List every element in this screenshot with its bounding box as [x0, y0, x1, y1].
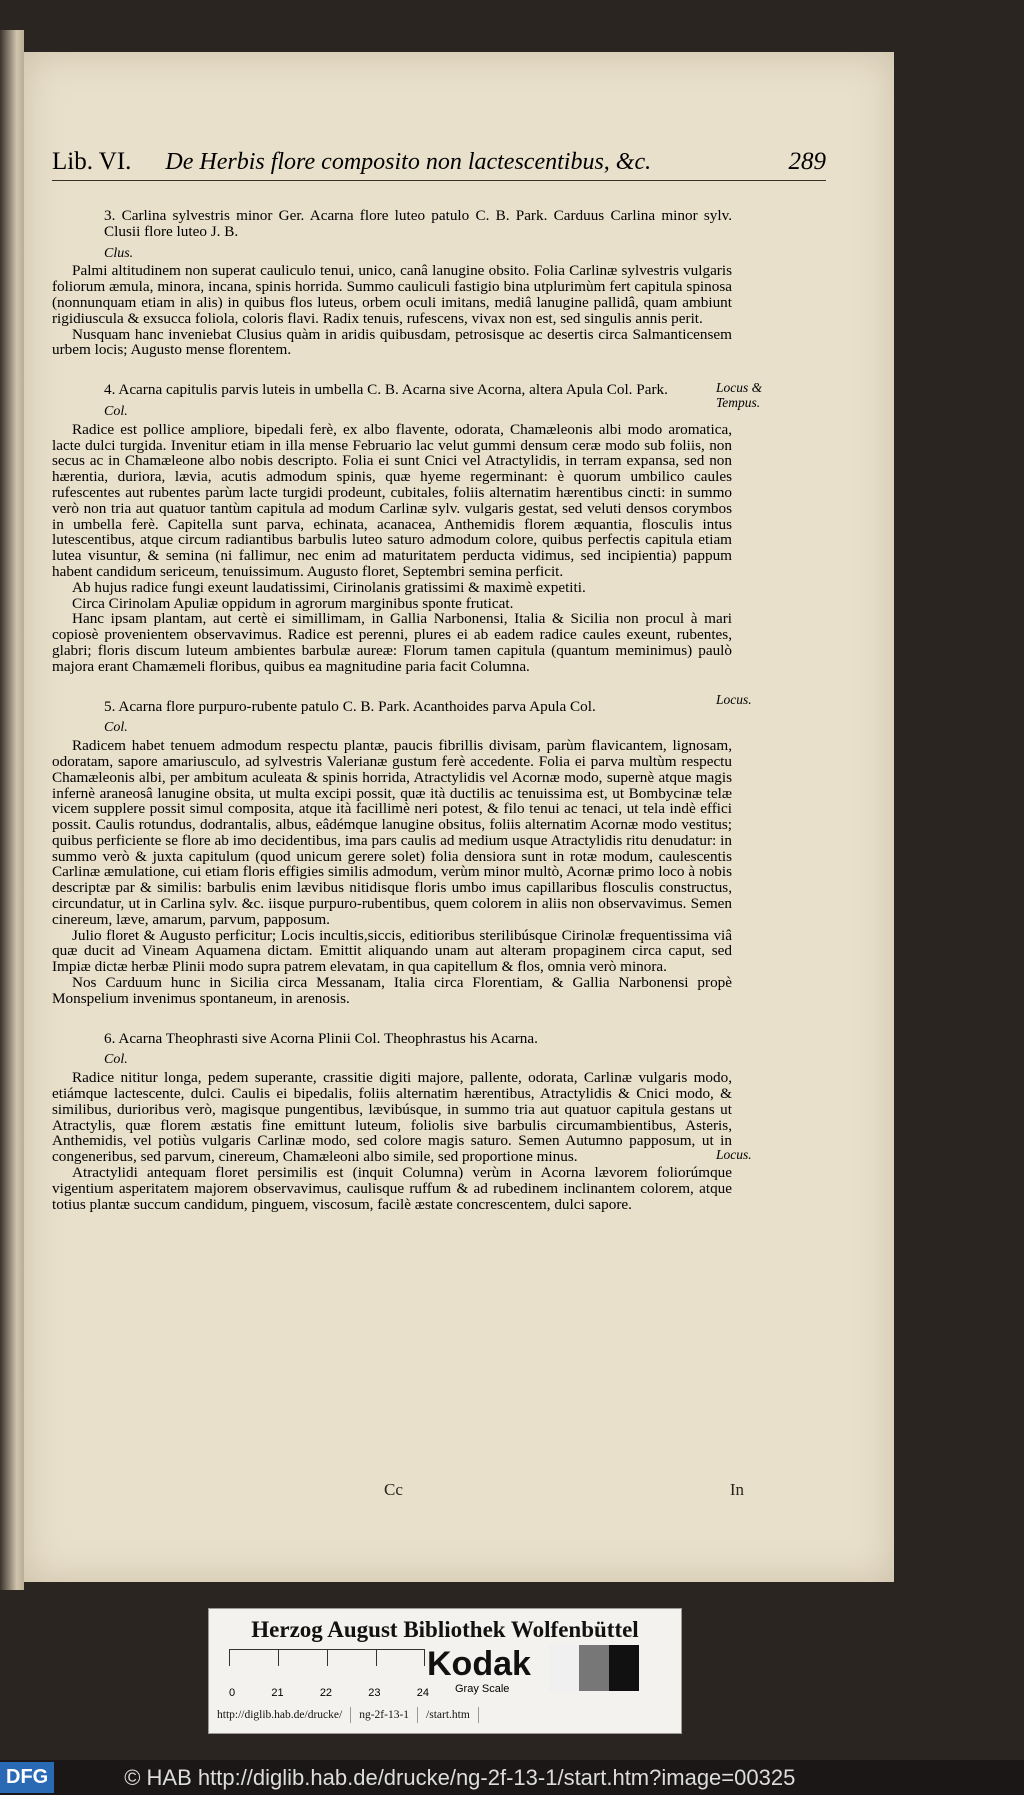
gray-scale-label: Gray Scale	[455, 1683, 510, 1695]
entry-authority: Col.	[104, 720, 128, 736]
entry-authority: Col.	[104, 1052, 128, 1068]
entry-paragraph: Radicem habet tenuem admodum respectu plantæ, paucis fibrillis divisam, parùm flavicantem, lignosam, odoratam, sapore amariusculo, ad sylvestris Valerianæ gustum ferè accedente. Folia ei parva multùm respectu Chamæleonis albi, per ambitum aculeata & spinis horrida, Atractylidis vel Acornæ modo, supernè atque magis infernè araneosâ lanugine obsita, ut multa excipi possit, quæ ità ductilis ac tenuissima est, ut Bombycinæ telæ vicem supplere possit simul composita, atque ità facillimè neri potest, & filo tenui ac tenaci, ut tela indè effici possit. Caulis rotundus, dodrantalis, albus, eâdémque lanugine obsitus, foliis alternatim Acornæ modo vestitus; quibus perficiente se flore ab imo decidentibus, ima pars caulis ad medium usque Atractylidis ritu denudatur: in summo verò & juxta capitulum (quod unicum gerere solet) folia densiora sunt in rotæ modum, caulescentis Carlinæ æmulatione, cui etiam floris effigies similis admodum, verùm minor multò, Acornæ primo loco à nobis descriptæ par & similis: barbulis enim lævibus nitidisque floris umbo imus capillaribus flosculis constructus, circundatur, ut in Carlina sylv. &c. iisque purpuro-rubentibus, quem colorem in aliis non observavimus. Semen cinereum, læve, amarum, parvum, papposum.	[52, 737, 732, 928]
library-name: Herzog August Bibliothek Wolfenbüttel	[251, 1617, 639, 1642]
entry-paragraph: Circa Cirinolam Apuliæ oppidum in agrorum marginibus sponte fruticat.	[72, 594, 514, 612]
entry-heading: 4. Acarna capitulis parvis luteis in umbella C. B. Acarna sive Acorna, altera Apula Col. Park.	[104, 381, 668, 399]
entry-6	[52, 1031, 732, 1213]
entry-heading: 6. Acarna Theophrasti sive Acorna Plinii Col. Theophrastus his Acarna.	[104, 1029, 538, 1047]
copyright-url[interactable]: © HAB http://diglib.hab.de/drucke/ng-2f-13-1/start.htm?image=00325	[124, 1764, 796, 1790]
dfg-logo: DFG	[0, 1762, 54, 1793]
body-text	[52, 202, 732, 1212]
margin-note-locus: Locus.	[716, 1147, 752, 1162]
color-target-card	[208, 1608, 682, 1734]
ruler-numbers: 0 21 22 23 24	[229, 1687, 429, 1699]
margin-note-locus-tempus: Locus & Tempus.	[716, 380, 763, 410]
entry-paragraph: Nusquam hanc inveniebat Clusius quàm in aridis quibusdam, petrosisque ac desertis circa Salmanticensem urbem locis; Augusto mense florentem.	[52, 325, 732, 359]
kodak-logo: Kodak	[427, 1645, 531, 1683]
entry-heading: 3. Carlina sylvestris minor Ger. Acarna flore luteo patulo C. B. Park. Carduus Carlina minor sylv. Clusii flore luteo J. B.	[104, 207, 732, 240]
margin-note-locus: Locus.	[716, 692, 752, 707]
running-head	[52, 148, 826, 181]
entry-paragraph: Radice est pollice ampliore, bipedali ferè, ex albo flavente, odorata, Chamæleonis albi modo aromatica, lacte dulci turgida. Invenitur etiam in illa mense Februario lac velut gummi densum ceræ modo sub foliis, non secus ac in Chamæleone albo nobis descripto. Folia ei sunt Cnici vel Atractylidis, in terram expansa, sed non hærentia, duriora, lævia, acutis admodum spinis, quæ hyeme regerminant: è quorum umbilico caules rufescentes aut rubentes parùm lacte turgidi prodeunt, cubitales, foliis alternatim hærentibus cincti: in summo verò non tria aut quatuor tantùm capitula ad modum Carlinæ sylv. vulgaris gestat, sed veluti densos corymbos in umbella ferè. Capitella sunt parva, echinata, acanacea, Anthemidis florem æquantia, flosculis intus lutescentibus, atque circum radiantibus barbulis luteo saturo admodum colore, quibus perfectis capitula etiam lutea visuntur, & semina (ni fallimur, nec enim ad maturitatem perducta vidimus, sed incipientia) pappum habent candidum sericeum, tenuissimum. Augusto floret, Septembri semina perficit.	[52, 420, 732, 580]
entry-heading: 5. Acarna flore purpuro-rubente patulo C. B. Park. Acanthoides parva Apula Col.	[104, 697, 596, 715]
entry-paragraph: Palmi altitudinem non superat cauliculo tenui, unico, canâ lanugine obsito. Folia Carlinæ sylvestris vulgaris foliorum æmula, minora, incana, spinis horrida. Summo cauliculi fastigio bina utplurimùm fert capitula spinosa (nonnunquam etiam in alis) in quibus flos luteus, orbem oculi imitans, mediâ lanugine pallidâ, quam ambiunt rigidiuscula & exsucca foliola, coloris flavi. Radix tenuis, rufescens, vivax non est, sed singulis annis perit.	[52, 262, 732, 327]
adjacent-page-edge	[0, 30, 24, 1590]
entry-4	[52, 382, 732, 674]
entry-paragraph: Radice nititur longa, pedem superante, crassitie digiti majore, pallente, odorata, Carlinæ vulgaris modo, etiámque lactescente, dulci. Caulis ei bipedalis, foliis alternatim hærentibus, Atractylidis & Cnici modo, & similibus, durioribus verò, magisque pungentibus, lævibúsque, in summo tria aut quatuor capitula gestans ut Atractylis, quæ florem æstatis fine emittunt luteum, foliolis sive barbulis circumambientibus, Asteris, Anthemidis, vel potiùs vulgaris Carlinæ modo, sed colore magis saturo. Semen Autumno papposum, ut in congeneribus, sed parvum, cinereum, Chamæleoni albo simile, sed proportione minus.	[52, 1069, 732, 1166]
entry-paragraph: Nos Carduum hunc in Sicilia circa Messanam, Italia circa Florentiam, & Gallia Narbonensi propè Monspelium invenimus spontaneum, in arenosis.	[52, 974, 732, 1007]
gray-swatches	[549, 1645, 639, 1691]
ruler-scale	[229, 1649, 425, 1690]
entry-paragraph: Hanc ipsam plantam, aut certè ei simillimam, in Gallia Narbonensi, Italia & Sicilia non procul à mari copiosè provenientem observavimus. Radice est perenni, plures ei ab eadem radice caules exeunt, rubentes, glabri; floris discum luteum ambientes barbulæ aureæ: Florum tamen capitula (quantum meminimus) paulò majora erant Chamæmeli floribus, quibus ea magnitudine paria facit Columna.	[52, 610, 732, 675]
entry-paragraph: Ab hujus radice fungi exeunt laudatissimi, Cirinolanis gratissimi & maximè expetiti.	[72, 578, 586, 596]
book-number: Lib. VI.	[52, 148, 132, 175]
entry-authority: Col.	[104, 403, 128, 419]
entry-3	[52, 208, 732, 358]
page-number: 289	[788, 148, 826, 175]
entry-5	[52, 699, 732, 1007]
entry-paragraph: Atractylidi antequam floret persimilis est (inquit Columna) verùm in Acorna lævorem foliorúmque vigentium asperitatem majorem observavimus, caulisque ruffum & ad rubedinem inclinantem colorem, atque totius plantæ succum candidum, pinguem, viscosum, facilè æstate concrescentem, dulci sapore.	[52, 1164, 732, 1213]
signature-mark: Cc	[384, 1480, 403, 1499]
catchword: In	[729, 1480, 744, 1499]
chapter-title: De Herbis flore composito non lactescentibus, &c.	[165, 149, 652, 175]
viewer-footer	[0, 1760, 1024, 1795]
target-url: http://diglib.hab.de/drucke/ ng-2f-13-1 /start.htm	[209, 1707, 681, 1723]
book-page	[24, 52, 894, 1582]
page-footer	[384, 1480, 744, 1500]
entry-paragraph: Julio floret & Augusto perficitur; Locis incultis,siccis, editioribus sterilibúsque Cirinolæ frequentissima viâ quæ ducit ad Vineam Aquamena dictam. Emittit aliquando unam aut alteram propaginem circa caput, sed Impiæ dictæ herbæ Plinii modo supra patrem elevatam, in qua capitellum & flos, omnia verò minora.	[52, 926, 732, 976]
entry-authority: Clus.	[104, 245, 134, 261]
